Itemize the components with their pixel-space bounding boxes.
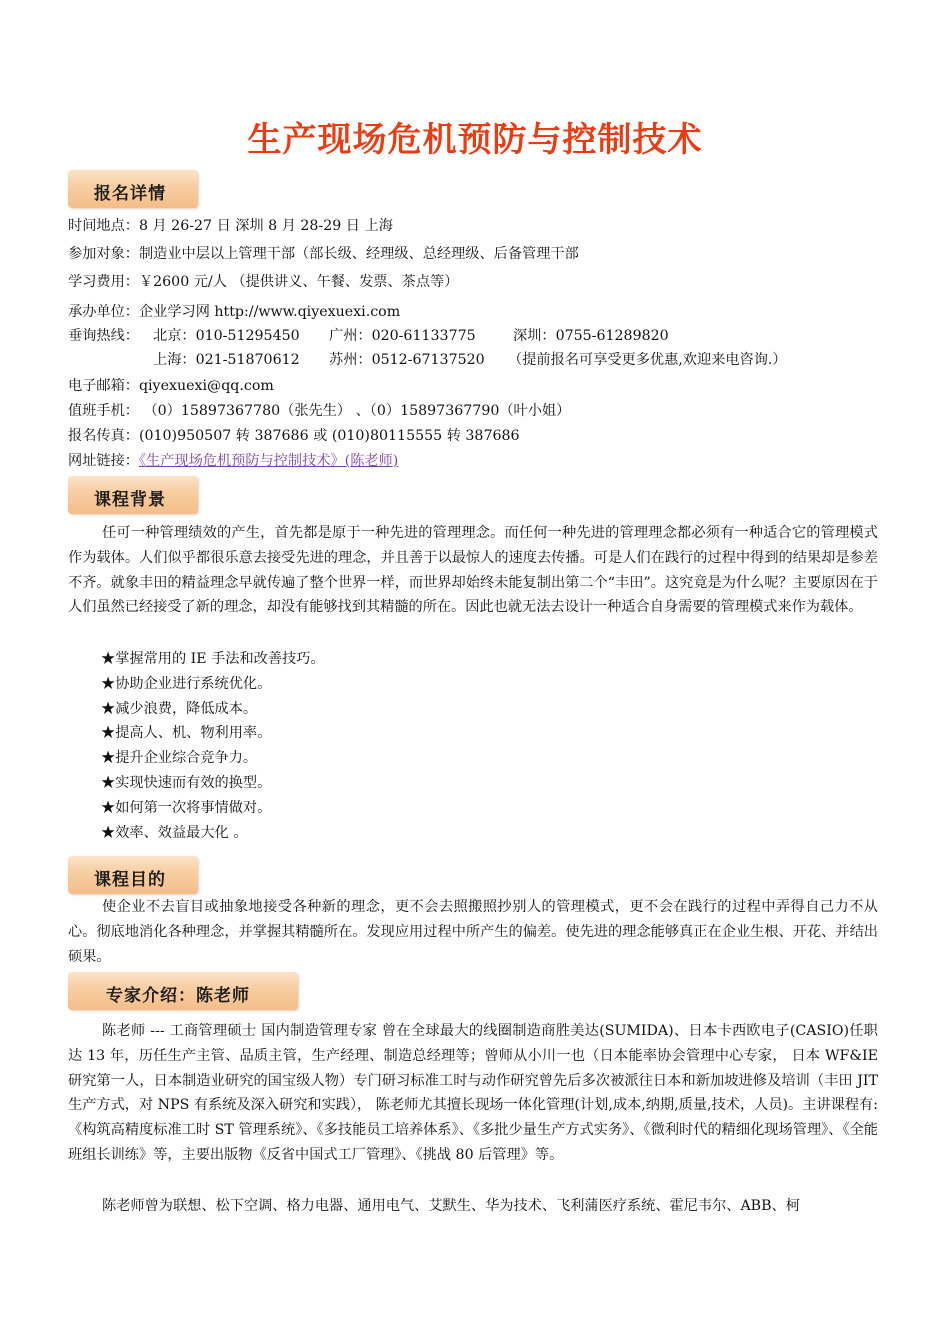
benefit-item: ★协助企业进行系统优化。 bbox=[101, 675, 272, 692]
hotline-shanghai: 上海：021-51870612 bbox=[153, 352, 300, 368]
benefit-item: ★减少浪费，降低成本。 bbox=[101, 700, 258, 717]
benefit-item: ★效率、效益最大化 。 bbox=[101, 824, 248, 841]
section-label-background: 课程背景 bbox=[94, 490, 166, 510]
course-link[interactable]: 《生产现场危机预防与控制技术》(陈老师) bbox=[138, 453, 399, 469]
hotline-guangzhou: 广州：020-61133775 bbox=[329, 328, 476, 344]
section-tab-objective bbox=[68, 856, 198, 894]
organizer-line: 承办单位：企业学习网 http://www.qiyexuexi.com bbox=[68, 304, 401, 320]
hotline-beijing: 北京：010-51295450 bbox=[153, 328, 300, 344]
benefit-item: ★提高人、机、物利用率。 bbox=[101, 725, 272, 742]
page-title: 生产现场危机预防与控制技术 bbox=[247, 120, 703, 160]
section-label-registration: 报名详情 bbox=[94, 184, 166, 204]
benefit-item: ★如何第一次将事情做对。 bbox=[101, 799, 272, 816]
hotline-suzhou: 苏州：0512-67137520 bbox=[329, 352, 485, 368]
section-tab-background bbox=[68, 476, 198, 514]
benefit-item: ★提升企业综合竞争力。 bbox=[101, 750, 258, 767]
time-place-line: 时间地点：8 月 26-27 日 深圳 8 月 28-29 日 上海 bbox=[68, 218, 393, 234]
fee-line: 学习费用：￥2600 元/人 （提供讲义、午餐、发票、茶点等） bbox=[68, 274, 459, 290]
hotline-label: 垂询热线： bbox=[68, 328, 139, 344]
background-paragraph: 任可一种管理绩效的产生，首先都是原于一种先进的管理理念。而任何一种先进的管理理念都必须有一种适合它的管理模式作为载体。人们似乎都很乐意去接受先进的理念，并且善于以最惊人的速度去传播。可是人们在践行的过程中得到的结果却是参差不齐。就象丰田的精益理念早就传遍了整个世界一样，而世界却始终未能复制出第二个“丰田”。这究竟是为什么呢？主要原因在于人们虽然已经接受了新的理念，却没有能够找到其精髓的所在。因此也就无法去设计一种适合自身需要的管理模式来作为载体。 bbox=[68, 525, 878, 616]
expert-paragraph-2: 陈老师曾为联想、松下空调、格力电器、通用电气、艾默生、华为技术、飞利蒲医疗系统、霍尼韦尔、ABB、柯 bbox=[102, 1198, 800, 1214]
section-label-objective: 课程目的 bbox=[94, 870, 166, 890]
hotline-note: （提前报名可享受更多优惠,欢迎来电咨询.） bbox=[508, 352, 787, 368]
link-row bbox=[68, 451, 398, 471]
section-label-expert: 专家介绍：陈老师 bbox=[106, 986, 250, 1006]
link-label: 网址链接： bbox=[68, 453, 139, 469]
audience-line: 参加对象：制造业中层以上管理干部（部长级、经理级、总经理级、后备管理干部 bbox=[68, 246, 579, 262]
benefit-item: ★实现快速而有效的换型。 bbox=[101, 774, 272, 791]
email-line: 电子邮箱：qiyexuexi@qq.com bbox=[68, 378, 274, 394]
expert-paragraph: 陈老师 --- 工商管理硕士 国内制造管理专家 曾在全球最大的线圈制造商胜美达(SUMIDA)、日本卡西欧电子(CASIO)任职达 13 年，历任生产主管、品质主管，生产经理、制造总经理等；曾师从小川一也（日本能率协会管理中心专家， 日本 WF&IE 研究第一人，日本制造业研究的国宝级人物）专门研习标准工时与动作研究曾先后多次被派往日本和新加坡进修及培训（丰田 JIT 生产方式，对 NPS 有系统及深入研究和实践）， 陈老师尤其擅长现场一体化管理(计划,成本,纳期,质量,技术，人员)。主讲课程有:《构筑高精度标准工时 ST 管理系统》、《多技能员工培养体系》、《多批少量生产方式实务》、《微利时代的精细化现场管理》、《全能班组长训练》等，主要出版物《反省中国式工厂管理》、《挑战 80 后管理》等。 bbox=[68, 1023, 878, 1163]
mobile-line: 值班手机： （0）15897367780（张先生） 、（0）15897367790（叶小姐） bbox=[68, 403, 571, 419]
section-tab-expert bbox=[68, 972, 298, 1010]
hotline-shenzhen: 深圳：0755-61289820 bbox=[513, 328, 669, 344]
fax-line: 报名传真：(010)950507 转 387686 或 (010)80115555 转 387686 bbox=[68, 428, 520, 444]
objective-paragraph: 使企业不去盲目或抽象地接受各种新的理念，更不会去照搬照抄别人的管理模式，更不会在践行的过程中弄得自己力不从心。彻底地消化各种理念，并掌握其精髓所在。发现应用过程中所产生的偏差。使先进的理念能够真正在企业生根、开花、并结出硕果。 bbox=[68, 899, 878, 965]
section-tab-registration bbox=[68, 170, 198, 208]
benefit-item: ★掌握常用的 IE 手法和改善技巧。 bbox=[101, 651, 325, 667]
benefit-list bbox=[101, 647, 325, 845]
